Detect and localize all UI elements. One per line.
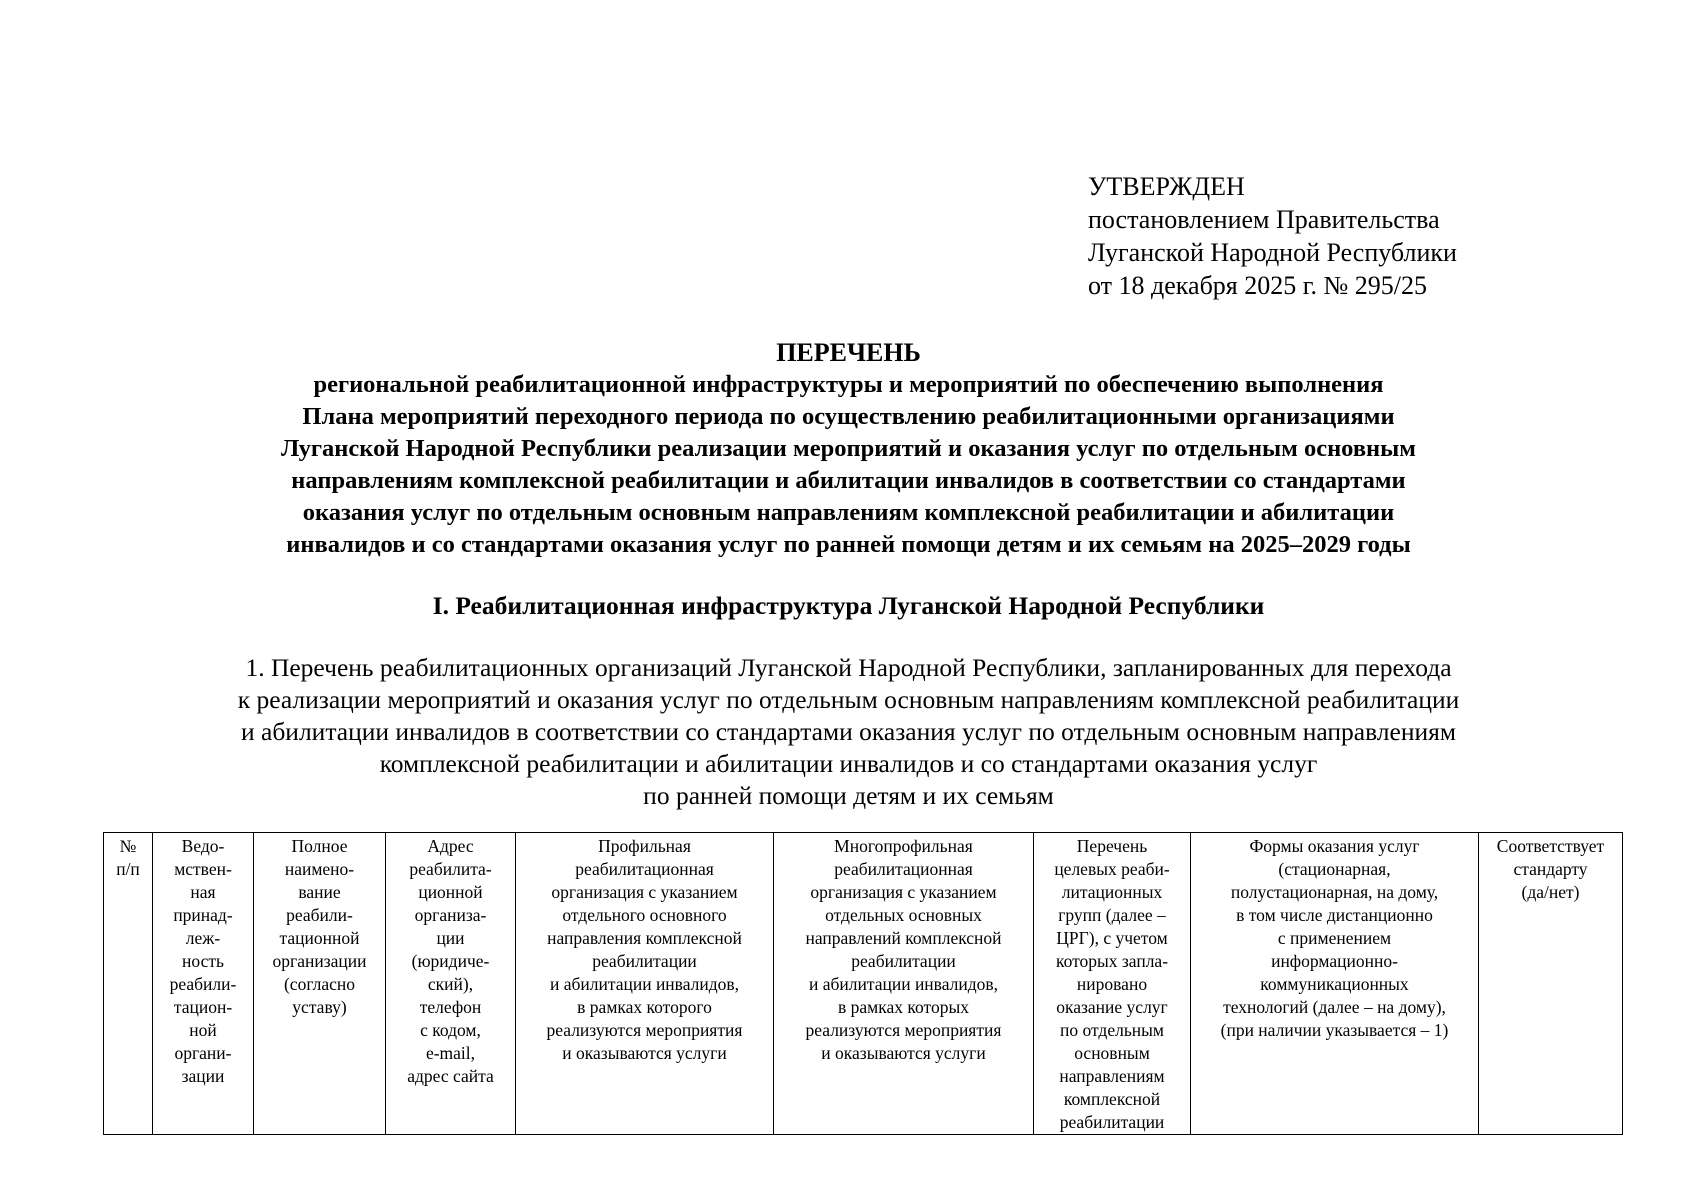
document-title-line: направлениям комплексной реабилитации и абилитации инвалидов в соответствии со стандартами [291,467,1406,494]
header-text: Перечень целевых реаби- литационных групп (далее – ЦРГ), с учетом которых запла- нировано оказание услуг по отдельным основным направлениям комплексной реабилитации [1054,836,1170,1132]
table-caption-line: к реализации мероприятий и оказания услуг по отдельным основным направлениям комплексной реабилитации [237,685,1460,714]
approval-stamp [1088,170,1457,302]
document-title-line: инвалидов и со стандартами оказания услуг по ранней помощи детям и их семьям на 2025–2029 годы [286,531,1411,558]
approval-line: постановлением Правительства [1088,205,1440,234]
approval-line: от 18 декабря 2025 г. № 295/25 [1088,271,1428,300]
header-text: Соответствует стандарту (да/нет) [1496,836,1605,902]
header-text: Ведо- мствен- ная принад- леж- ность реабили- тацион- ной органи- зации [169,836,237,1086]
table-caption-line: и абилитации инвалидов в соответствии со стандартами оказания услуг по отдельным основным направлениям [240,717,1456,746]
document-title-line: Луганской Народной Республики реализации мероприятий и оказания услуг по отдельным основным [281,435,1416,462]
header-text: Многопрофильная реабилитационная организация с указанием отдельных основных направлений комплексной реабилитации и абилитации инвалидов, в рамках которых реализуются мероприятия и оказываются услуги [805,836,1002,1063]
organizations-table [103,832,1623,1135]
section-heading: I. Реабилитационная инфраструктура Луганской Народной Республики [432,591,1265,620]
header-cell-multiprofile-org [774,833,1034,1135]
header-cell-number [104,833,153,1135]
header-cell-profile-org [516,833,774,1135]
approval-line: УТВЕРЖДЕН [1088,172,1245,201]
table-caption-line: по ранней помощи детям и их семьям [643,781,1054,810]
header-cell-affiliation [153,833,254,1135]
document-title [120,336,1577,561]
header-cell-service-forms [1191,833,1479,1135]
header-cell-standard-compliance [1479,833,1623,1135]
document-title-line: региональной реабилитационной инфраструктуры и мероприятий по обеспечению выполнения [313,371,1384,398]
header-text: Адрес реабилита- ционной организа- ции (юридиче- ский), телефон с кодом, e-mail, адрес сайта [407,836,494,1086]
header-text: Профильная реабилитационная организация с указанием отдельного основного направления комплексной реабилитации и абилитации инвалидов, в рамках которого реализуются мероприятия и оказываются услуги [546,836,743,1063]
table-header-row [104,833,1623,1135]
document-title-main: ПЕРЕЧЕНЬ [776,338,921,367]
header-cell-target-groups [1034,833,1191,1135]
header-text: Формы оказания услуг (стационарная, полустационарная, на дому, в том числе дистанционно с применением информационно- коммуникационных технологий (далее – на дому), (при наличии указывается – 1) [1220,836,1449,1040]
approval-line: Луганской Народной Республики [1088,238,1457,267]
header-cell-address [386,833,516,1135]
header-text: Полное наимено- вание реабили- тационной организации (согласно уставу) [272,836,367,1017]
table-caption-line: 1. Перечень реабилитационных организаций Луганской Народной Республики, запланированных для перехода [245,653,1452,682]
document-title-line: Плана мероприятий переходного периода по осуществлению реабилитационными организациями [302,403,1395,430]
header-cell-full-name [254,833,386,1135]
document-title-line: оказания услуг по отдельным основным направлениям комплексной реабилитации и абилитации [302,499,1395,526]
table-caption [100,652,1597,812]
table-caption-line: комплексной реабилитации и абилитации инвалидов и со стандартами оказания услуг [379,749,1318,778]
header-text: № п/п [116,836,140,879]
